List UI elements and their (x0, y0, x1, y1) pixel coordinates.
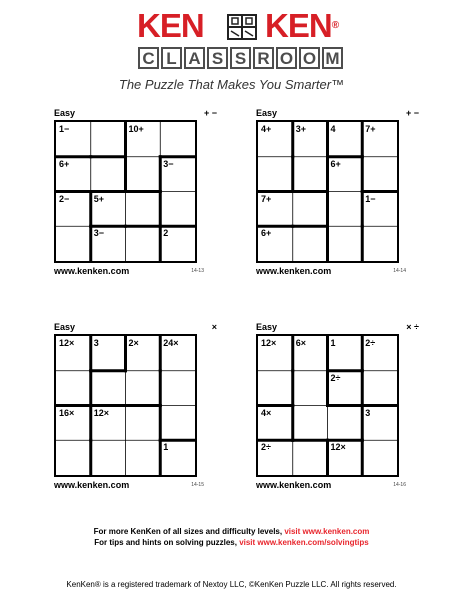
tagline: The Puzzle That Makes You Smarter™ (118, 77, 345, 92)
puzzle-footer (256, 263, 419, 277)
cage-clue: 1 (163, 442, 169, 453)
classroom-letter: A (184, 47, 205, 69)
cage-clue: 2− (59, 193, 70, 204)
header (0, 0, 463, 100)
cage-clue: 2÷ (261, 442, 271, 453)
kenken-grid (256, 120, 399, 263)
classroom-letter: M (322, 47, 343, 69)
cage-clue: 12× (93, 407, 110, 418)
puzzle-14-14 (256, 108, 419, 277)
classroom-letter: S (230, 47, 251, 69)
cage-clue: 6+ (261, 228, 272, 239)
grid-lines (56, 336, 195, 475)
grid-lines (258, 122, 397, 261)
puzzle-header (256, 108, 419, 120)
puzzle-header (256, 322, 419, 334)
cage-clue: 10+ (128, 124, 144, 134)
website-label: www.kenken.com (54, 266, 130, 276)
puzzle-id: 14-14 (393, 268, 406, 274)
operations-label: × ÷ (406, 322, 419, 332)
cage-clue: 4× (261, 407, 272, 418)
trademark-notice: KenKen® is a registered trademark of Nextoy LLC, ©KenKen Puzzle LLC. All rights reserved. (66, 580, 397, 589)
puzzle-footer (54, 263, 217, 277)
cage-clue: 2 (163, 228, 169, 239)
cage-clue: 24× (163, 338, 179, 348)
puzzle-id: 14-16 (393, 482, 406, 488)
footer-line-2 (0, 538, 463, 547)
operations-label: + − (203, 108, 217, 118)
logo-word-right: KEN® (265, 7, 339, 44)
website-label: www.kenken.com (256, 266, 332, 276)
cage-clue: 1− (59, 124, 70, 134)
cage-clue: 2× (128, 338, 139, 348)
footer-line-2-text: For tips and hints on solving puzzles, (94, 538, 240, 547)
cage-clue: 4 (330, 124, 336, 134)
puzzle-footer (256, 477, 419, 491)
difficulty-label: Easy (256, 108, 278, 118)
footer-line-1-text: For more KenKen of all sizes and difficulty levels, (93, 527, 285, 536)
cage-clue: 6+ (330, 158, 341, 169)
cage-clue: 2÷ (365, 338, 376, 348)
cage-clue: 12× (59, 338, 75, 348)
classroom-letter: L (161, 47, 182, 69)
cage-clue: 7+ (261, 193, 272, 204)
cage-clue: 3 (93, 338, 99, 348)
cage-clue: 6× (295, 338, 307, 348)
website-label: www.kenken.com (54, 480, 130, 490)
cage-clue: 2÷ (330, 372, 341, 383)
logo-kanji-mark-icon (227, 14, 257, 40)
classroom-letter: C (138, 47, 159, 69)
cage-clue: 3− (163, 158, 174, 169)
puzzle-id: 14-13 (191, 268, 204, 274)
logo-classroom (138, 47, 343, 69)
difficulty-label: Easy (54, 108, 76, 118)
kenken-logo (137, 8, 347, 44)
puzzle-id: 14-15 (191, 482, 204, 488)
cage-clue: 6+ (59, 158, 70, 169)
cage-clue: 3+ (295, 124, 307, 134)
logo-word-left: KEN (137, 7, 204, 44)
kenken-grid (54, 334, 197, 477)
cage-clue: 5+ (93, 193, 105, 204)
cage-clue: 4+ (261, 124, 272, 134)
grid-lines (258, 336, 397, 475)
cage-clue: 12× (330, 442, 346, 453)
puzzle-14-13 (54, 108, 217, 277)
kenken-link[interactable]: visit www.kenken.com (284, 527, 370, 536)
puzzle-header (54, 108, 217, 120)
cage-clue: 12× (261, 338, 277, 348)
classroom-letter: O (276, 47, 297, 69)
difficulty-label: Easy (256, 322, 278, 332)
website-label: www.kenken.com (256, 480, 332, 490)
operations-label: + − (405, 108, 419, 118)
cage-clue: 7+ (365, 124, 376, 134)
classroom-letter: O (299, 47, 320, 69)
cage-clue: 3 (365, 407, 371, 418)
difficulty-label: Easy (54, 322, 76, 332)
cage-clue: 1 (330, 338, 336, 348)
cage-clue: 16× (59, 407, 75, 418)
puzzle-footer (54, 477, 217, 491)
classroom-letter: R (253, 47, 274, 69)
cage-clue: 3− (93, 228, 105, 239)
cage-clue: 1− (365, 193, 376, 204)
operations-label: × (211, 322, 217, 332)
puzzle-14-16 (256, 322, 419, 491)
puzzle-header (54, 322, 217, 334)
grid-lines (56, 122, 195, 261)
kenken-grid (54, 120, 197, 263)
puzzle-14-15 (54, 322, 217, 491)
footer-line-1 (0, 527, 463, 536)
solving-tips-link[interactable]: visit www.kenken.com/solvingtips (239, 538, 369, 547)
classroom-letter: S (207, 47, 228, 69)
kenken-grid (256, 334, 399, 477)
